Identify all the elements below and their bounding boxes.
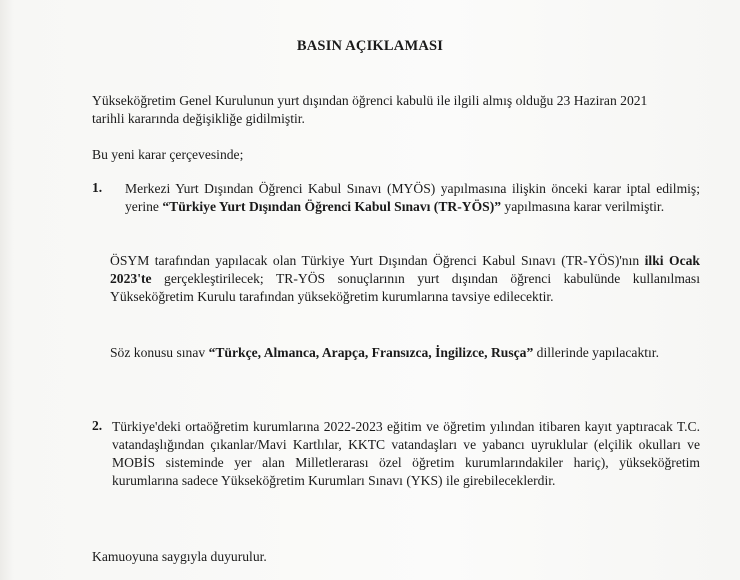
- item-1-p3-text-a: Söz konusu sınav: [110, 345, 209, 360]
- item-1-paragraph-3: [110, 344, 700, 362]
- item-1-p3-text-b: dillerinde yapılacaktır.: [533, 345, 659, 360]
- item-1-p2-text-a: ÖSYM tarafından yapılacak olan Türkiye Yurt Dışından Öğrenci Kabul Sınavı (TR-YÖS)'nın: [110, 253, 645, 268]
- closing-sentence: Kamuoyuna saygıyla duyurulur.: [92, 549, 267, 564]
- item-1-p1-text-a: Merkezi Yurt Dışından Öğrenci Kabul Sınavı (MYÖS) yapılmasına ilişkin önceki karar iptal edilmiş; yerine: [125, 181, 700, 214]
- intro-paragraph: Yükseköğretim Genel Kurulunun yurt dışından öğrenci kabulü ile ilgili almış olduğu 23 Haziran 2021 tarihli kararında değişikliğe gidilmiştir.: [92, 93, 648, 126]
- item-2-paragraph: Türkiye'deki ortaöğretim kurumlarına 2022-2023 eğitim ve öğretim yılından itibaren kayıt yaptıracak T.C. vatandaşlığından çıkanlar/Mavi Kartlılar, KKTC vatandaşları ve yabancı uyruklular (elçilik okulları ve MOBİS sisteminde yer alan Milletlerarası özel öğretim kurumlarındakiler hariç), yükseköğretim kurumlarına sadece Yükseköğretim Kurumları Sınavı (YKS) ile girebileceklerdir.: [112, 419, 700, 488]
- item-1-p3-languages: “Türkçe, Almanca, Arapça, Fransızca, İngilizce, Rusça”: [208, 345, 534, 360]
- item-1-p1-exam-name: “Türkiye Yurt Dışından Öğrenci Kabul Sınavı (TR-YÖS)”: [162, 199, 502, 214]
- document-title: BASIN AÇIKLAMASI: [296, 38, 444, 54]
- item-1-paragraph-1: [125, 180, 700, 216]
- item-1-p2-text-b: gerçekleştirilecek; TR-YÖS sonuçlarının yurt dışından öğrenci kabulünde kullanılması Yükseköğretim Kurulu tarafından yükseköğretim kurumlarına tavsiye edilecektir.: [110, 271, 700, 304]
- lead-sentence: Bu yeni karar çerçevesinde;: [92, 147, 244, 162]
- item-1-paragraph-2: [110, 252, 700, 306]
- item-2-number: 2.: [92, 418, 103, 433]
- item-1-p1-text-b: yapılmasına karar verilmiştir.: [501, 199, 665, 214]
- item-1-number: 1.: [92, 180, 103, 195]
- item-1-p2-date: ilki Ocak 2023'te: [110, 253, 700, 286]
